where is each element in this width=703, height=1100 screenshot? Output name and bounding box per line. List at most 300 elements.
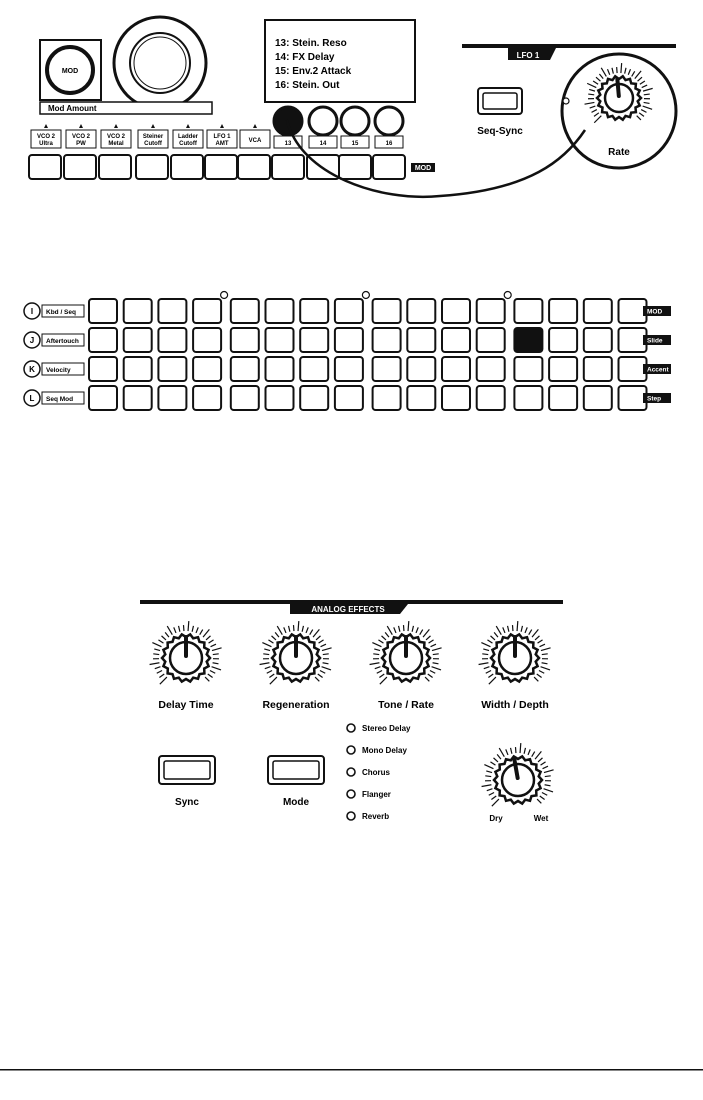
- seq-sync-button[interactable]: [478, 88, 522, 114]
- mode-led: [347, 768, 355, 776]
- sync-button[interactable]: [159, 756, 215, 784]
- fx-knob-2-tick: [394, 627, 396, 633]
- dry-wet-knob-tick: [545, 776, 551, 777]
- step-button[interactable]: [407, 386, 435, 410]
- step-button[interactable]: [124, 328, 152, 352]
- fx-knob-0-tick: [167, 626, 172, 635]
- screen-line-4: 16: Stein. Out: [275, 80, 340, 91]
- fx-knob-3-tick: [540, 644, 545, 647]
- step-button[interactable]: [89, 357, 117, 381]
- step-button[interactable]: [477, 299, 505, 323]
- dry-wet-knob[interactable]: [482, 743, 554, 806]
- analog-effects-panel: [140, 600, 563, 823]
- fx-knob-2-tick: [379, 674, 384, 678]
- step-button[interactable]: [442, 357, 470, 381]
- fx-knob-3-tick: [479, 663, 489, 665]
- step-button[interactable]: [407, 299, 435, 323]
- row-letter: K: [29, 365, 35, 374]
- rate-link-dot: [563, 98, 569, 104]
- destination-button[interactable]: [64, 155, 96, 179]
- fx-knob-0-tick: [158, 640, 163, 643]
- fx-knob-3-tick: [484, 667, 490, 669]
- dry-wet-knob-tick: [532, 752, 535, 757]
- fx-knob-1-tick: [269, 674, 274, 678]
- slot-button-15[interactable]: [339, 155, 371, 179]
- step-button[interactable]: [549, 386, 577, 410]
- mode-label: Mode: [282, 797, 310, 808]
- dry-wet-knob-tick: [487, 789, 493, 791]
- step-button[interactable]: [158, 386, 186, 410]
- step-button[interactable]: [619, 357, 647, 381]
- fx-knob-1-tick: [321, 644, 326, 647]
- step-button[interactable]: [231, 299, 259, 323]
- mode-item-label: Chorus: [362, 768, 390, 777]
- fx-knob-1-tick: [262, 643, 271, 647]
- fx-knob-2-tick: [428, 674, 433, 678]
- fx-knob-0-tick: [205, 677, 209, 681]
- dry-wet-knob-tick: [540, 796, 545, 800]
- dry-wet-knob-tick: [494, 758, 498, 762]
- fx-knob-0-tick: [162, 636, 166, 640]
- step-button[interactable]: [619, 328, 647, 352]
- seq-sync-label: Seq-Sync: [477, 126, 523, 137]
- destination-label-line2: Cutoff: [144, 141, 162, 147]
- mod-amount-wheel[interactable]: [114, 17, 206, 109]
- fx-knob-0-tick: [210, 671, 215, 674]
- step-button[interactable]: [124, 299, 152, 323]
- fx-knob-0-tick: [203, 629, 209, 637]
- fx-knob-1-tick: [268, 640, 273, 643]
- destination-arrow: [186, 124, 190, 128]
- dry-wet-knob-tick: [544, 770, 554, 773]
- fx-knob-3-tick: [521, 626, 522, 632]
- slot-knob-14[interactable]: [309, 107, 337, 135]
- mode-item-label: Reverb: [362, 812, 390, 821]
- fx-knob-1-tick: [289, 626, 290, 632]
- step-button[interactable]: [124, 357, 152, 381]
- effect-mode-list: [347, 724, 411, 821]
- mode-button[interactable]: [268, 756, 324, 784]
- dry-wet-knob-body: [482, 743, 554, 806]
- slot-button-13[interactable]: [272, 155, 304, 179]
- fx-knob-3-tick: [525, 627, 527, 633]
- step-button[interactable]: [124, 386, 152, 410]
- fx-knob-1-tick: [318, 674, 323, 678]
- dry-wet-knob-tick: [537, 799, 541, 803]
- fx-knob-2-tick: [429, 640, 434, 643]
- fx-knob-1-tick: [313, 629, 319, 637]
- fx-knob-1-tick: [272, 636, 276, 640]
- fx-knob-2-tick: [433, 654, 439, 655]
- fx-knob-3-tick: [542, 654, 548, 655]
- step-button[interactable]: [89, 328, 117, 352]
- fx-knob-label: Regeneration: [262, 699, 330, 711]
- step-button[interactable]: [373, 357, 401, 381]
- destination-arrow: [79, 124, 83, 128]
- lfo-title-bar: [462, 44, 676, 48]
- slot-knob-15[interactable]: [341, 107, 369, 135]
- fx-knob-2-tick: [423, 629, 429, 637]
- fx-knob-1-tick: [277, 626, 282, 635]
- row-label: Aftertouch: [46, 338, 79, 345]
- dry-wet-knob-tick: [541, 762, 546, 765]
- fx-knob-1-tick: [319, 640, 324, 643]
- step-button[interactable]: [514, 328, 542, 352]
- dry-wet-knob-tick: [538, 758, 542, 762]
- fx-knob-3-tick: [542, 663, 548, 664]
- mod-panel: [29, 17, 435, 179]
- row-label: Kbd / Seq: [46, 309, 76, 316]
- fx-knob-3-tick: [486, 671, 491, 674]
- step-button[interactable]: [514, 386, 542, 410]
- rate-knob-pointer: [617, 79, 618, 96]
- step-button[interactable]: [373, 386, 401, 410]
- fx-knob-2-tick: [387, 626, 392, 635]
- dry-label: Dry: [489, 814, 503, 823]
- destination-label-line1: VCO 2: [71, 134, 91, 140]
- fx-knob-3-tick: [494, 632, 498, 637]
- fx-knob-label: Width / Depth: [481, 699, 549, 711]
- step-button[interactable]: [442, 386, 470, 410]
- fx-knob-1-tick: [265, 667, 271, 669]
- fx-knob-3-body: [479, 621, 551, 684]
- effects-title: ANALOG EFFECTS: [311, 605, 385, 614]
- fx-knob-label: Delay Time: [158, 699, 214, 711]
- destination-button[interactable]: [205, 155, 237, 179]
- row-letter: L: [29, 394, 35, 403]
- destination-label-line1: VCA: [248, 138, 262, 144]
- fx-knob-0-tick: [212, 648, 222, 651]
- row-tag: Accent: [647, 366, 669, 374]
- fx-knob-2-tick: [370, 663, 380, 665]
- wet-label: Wet: [533, 814, 549, 823]
- mode-item-label: Stereo Delay: [362, 724, 411, 733]
- effects-knobs: [150, 621, 551, 711]
- step-button[interactable]: [373, 299, 401, 323]
- dry-wet-knob-tick: [482, 785, 492, 787]
- destination-arrow: [220, 124, 224, 128]
- fx-knob-2-tick: [378, 640, 383, 643]
- step-button[interactable]: [407, 357, 435, 381]
- fx-knob-1-tick: [302, 626, 303, 632]
- step-button[interactable]: [584, 357, 612, 381]
- row-label: Velocity: [46, 367, 71, 374]
- fx-knob-0-tick: [192, 626, 193, 632]
- row-tag: Step: [647, 395, 662, 403]
- step-button[interactable]: [477, 328, 505, 352]
- step-button[interactable]: [549, 299, 577, 323]
- step-button[interactable]: [193, 299, 221, 323]
- dry-wet-knob-tick: [490, 762, 495, 765]
- step-button[interactable]: [619, 299, 647, 323]
- row-letter: J: [29, 336, 35, 345]
- step-button[interactable]: [158, 357, 186, 381]
- step-button[interactable]: [266, 357, 294, 381]
- fx-knob-2-tick: [373, 654, 379, 655]
- fx-knob-1-tick: [316, 636, 320, 640]
- slot-group: [272, 107, 405, 179]
- mode-led: [347, 746, 355, 754]
- destination-button[interactable]: [136, 155, 168, 179]
- fx-knob-2-tick: [431, 644, 436, 647]
- step-button[interactable]: [266, 299, 294, 323]
- fx-knob-2-tick: [426, 636, 430, 640]
- step-button[interactable]: [442, 299, 470, 323]
- fx-knob-1-tick: [270, 677, 277, 684]
- fx-knob-1-tick: [323, 654, 329, 655]
- fx-knob-2-tick: [432, 667, 441, 670]
- fx-knob-2-tick: [432, 648, 442, 651]
- step-button[interactable]: [300, 299, 328, 323]
- step-button[interactable]: [514, 299, 542, 323]
- slot-button-16[interactable]: [373, 155, 405, 179]
- mode-led: [347, 724, 355, 732]
- sync-label: Sync: [175, 797, 199, 808]
- fx-knob-3-tick: [537, 674, 542, 678]
- fx-knob-1-tick: [306, 627, 308, 633]
- dry-wet-knob-tick: [535, 751, 541, 759]
- destination-label-line1: VCO 2: [106, 134, 126, 140]
- fx-knob-3-tick: [541, 648, 551, 651]
- fx-knob-1-tick: [322, 667, 331, 670]
- effects-title-bar: [140, 600, 563, 604]
- step-button[interactable]: [335, 386, 363, 410]
- fx-knob-0-tick: [213, 663, 219, 664]
- fx-knob-0-tick: [152, 643, 161, 647]
- dry-wet-knob-tick: [497, 754, 501, 759]
- step-button[interactable]: [549, 357, 577, 381]
- fx-knob-2-tick: [374, 649, 380, 651]
- fx-knob-0-tick: [160, 677, 167, 684]
- mode-led: [347, 812, 355, 820]
- fx-knob-label: Tone / Rate: [378, 699, 434, 711]
- step-button[interactable]: [158, 299, 186, 323]
- dry-wet-knob-tick: [544, 789, 553, 792]
- mode-item-label: Mono Delay: [362, 746, 407, 755]
- sequencer-grid: [24, 292, 671, 411]
- screen-line-1: 13: Stein. Reso: [275, 38, 347, 49]
- fx-knob-3-tick: [488, 674, 493, 678]
- fx-knob-3-tick: [496, 626, 501, 635]
- fx-knob-0-tick: [200, 630, 203, 635]
- fx-knob-0-tick: [165, 632, 169, 637]
- step-button[interactable]: [300, 357, 328, 381]
- destination-label-line1: VCO 2: [36, 134, 56, 140]
- fx-knob-0-tick: [212, 667, 221, 670]
- fx-knob-3-tick: [529, 630, 532, 635]
- destination-label-line2: PW: [76, 141, 86, 147]
- step-button[interactable]: [619, 386, 647, 410]
- step-button[interactable]: [89, 299, 117, 323]
- step-button[interactable]: [300, 328, 328, 352]
- dry-wet-knob-tick: [486, 771, 492, 773]
- step-button[interactable]: [477, 357, 505, 381]
- fx-knob-3-tick: [538, 640, 543, 643]
- fx-knob-2-tick: [372, 643, 381, 647]
- footer-rule: [0, 1069, 703, 1071]
- step-button[interactable]: [193, 357, 221, 381]
- rate-knob-tick: [644, 94, 650, 95]
- step-button[interactable]: [442, 328, 470, 352]
- fx-knob-3-tick: [517, 621, 518, 631]
- dry-wet-knob-tick: [528, 749, 530, 755]
- slot-number-label: 16: [385, 141, 393, 147]
- dry-wet-knob-tick: [524, 748, 525, 754]
- destination-label-line1: Ladder: [177, 134, 199, 140]
- fx-knob-1-tick: [284, 627, 286, 633]
- fx-knob-1-tick: [310, 630, 313, 635]
- fx-knob-1-tick: [263, 654, 269, 655]
- fx-knob-3-tick: [541, 667, 550, 670]
- fx-knob-3-tick: [539, 671, 544, 674]
- mod-amount-label: Mod Amount: [48, 104, 97, 113]
- step-button[interactable]: [584, 386, 612, 410]
- step-button[interactable]: [231, 328, 259, 352]
- step-button[interactable]: [407, 328, 435, 352]
- fx-knob-2-tick: [425, 677, 429, 681]
- step-button[interactable]: [193, 328, 221, 352]
- fx-knob-0-tick: [188, 621, 189, 631]
- destination-arrow: [44, 124, 48, 128]
- rate-label: Rate: [608, 147, 630, 158]
- step-button[interactable]: [584, 299, 612, 323]
- dry-wet-knob-tick: [506, 749, 508, 755]
- step-button[interactable]: [514, 357, 542, 381]
- fx-knob-2-tick: [377, 671, 382, 674]
- step-button[interactable]: [231, 357, 259, 381]
- fx-knob-0-tick: [208, 674, 213, 678]
- destination-group: [29, 124, 270, 179]
- fx-knob-3-tick: [482, 654, 488, 655]
- fx-knob-3-tick: [483, 649, 489, 651]
- fx-knob-1-tick: [320, 671, 325, 674]
- fx-knob-0-tick: [211, 644, 216, 647]
- fx-knob-3-tick: [489, 677, 496, 684]
- slot-number-label: 15: [351, 141, 359, 147]
- fx-knob-2-tick: [433, 663, 439, 664]
- dry-wet-knob-tick: [491, 796, 496, 800]
- fx-knob-3-tick: [535, 636, 539, 640]
- step-button[interactable]: [549, 328, 577, 352]
- dry-wet-knob-tick: [545, 785, 551, 786]
- destination-button[interactable]: [171, 155, 203, 179]
- rate-knob-tick: [588, 94, 594, 95]
- dry-wet-knob-tick: [499, 748, 504, 757]
- destination-label-line1: LFO 1: [213, 134, 231, 140]
- row-letter: I: [30, 307, 34, 316]
- fx-knob-2-tick: [380, 677, 387, 684]
- step-button[interactable]: [584, 328, 612, 352]
- destination-label-line2: Metal: [108, 141, 124, 147]
- fx-knob-1-tick: [323, 663, 329, 664]
- fx-knob-0-tick: [159, 674, 164, 678]
- dry-wet-knob-tick: [511, 748, 512, 754]
- rate-knob-tick: [621, 63, 622, 73]
- fx-knob-0-tick: [209, 640, 214, 643]
- dry-wet-knob-tick: [492, 799, 499, 806]
- fx-knob-0-tick: [150, 663, 160, 665]
- fx-knob-0-tick: [157, 671, 162, 674]
- fx-knob-1-tick: [264, 649, 270, 651]
- dry-wet-knob-tick: [543, 766, 548, 769]
- dry-wet-knob-tick: [484, 765, 493, 769]
- fx-knob-2-body: [370, 621, 442, 684]
- mode-led: [347, 790, 355, 798]
- group-marker-dot: [362, 292, 369, 299]
- fx-knob-1-tick: [298, 621, 299, 631]
- destination-arrow: [253, 124, 257, 128]
- fx-knob-3-tick: [491, 636, 495, 640]
- fx-knob-3-tick: [534, 677, 538, 681]
- step-button[interactable]: [373, 328, 401, 352]
- destination-button[interactable]: [29, 155, 61, 179]
- fx-knob-1-body: [260, 621, 332, 684]
- destination-button[interactable]: [99, 155, 131, 179]
- fx-knob-3-tick: [503, 627, 505, 633]
- step-button[interactable]: [477, 386, 505, 410]
- step-button[interactable]: [266, 386, 294, 410]
- slot-number-label: 14: [319, 141, 327, 147]
- fx-knob-3-tick: [487, 640, 492, 643]
- fx-knob-2-tick: [430, 671, 435, 674]
- fx-knob-3-tick: [532, 629, 538, 637]
- row-tag: MOD: [647, 308, 663, 316]
- fx-knob-1-tick: [260, 663, 270, 665]
- fx-knob-1-tick: [275, 632, 279, 637]
- fx-knob-2-tick: [375, 667, 381, 669]
- step-button[interactable]: [335, 328, 363, 352]
- fx-knob-1-tick: [267, 671, 272, 674]
- step-button[interactable]: [335, 299, 363, 323]
- group-marker-dot: [504, 292, 511, 299]
- step-button[interactable]: [266, 328, 294, 352]
- fx-knob-0-tick: [174, 627, 176, 633]
- step-button[interactable]: [231, 386, 259, 410]
- fx-knob-2-tick: [416, 627, 418, 633]
- step-button[interactable]: [89, 386, 117, 410]
- dry-wet-knob-tick: [485, 776, 491, 777]
- lfo-title: LFO 1: [516, 51, 540, 60]
- destination-label-line2: AMT: [215, 141, 229, 147]
- step-button[interactable]: [300, 386, 328, 410]
- destination-arrow: [151, 124, 155, 128]
- step-button[interactable]: [335, 357, 363, 381]
- row-tag: Slide: [647, 337, 663, 345]
- step-button[interactable]: [158, 328, 186, 352]
- dry-wet-knob-tick: [489, 793, 494, 796]
- slot-knob-16[interactable]: [375, 107, 403, 135]
- fx-knob-0-body: [150, 621, 222, 684]
- fx-knob-2-tick: [399, 626, 400, 632]
- mode-item-label: Flanger: [362, 790, 391, 799]
- destination-label-line1: Steiner: [142, 134, 164, 140]
- row-label: Seq Mod: [46, 396, 74, 403]
- fx-knob-0-tick: [155, 667, 161, 669]
- screen-line-3: 15: Env.2 Attack: [275, 66, 352, 77]
- destination-button[interactable]: [238, 155, 270, 179]
- fx-knob-2-tick: [420, 630, 423, 635]
- fx-knob-0-tick: [196, 627, 198, 633]
- fx-knob-0-tick: [179, 626, 180, 632]
- fx-knob-3-tick: [508, 626, 509, 632]
- step-button[interactable]: [193, 386, 221, 410]
- fx-knob-0-tick: [213, 654, 219, 655]
- destination-arrow: [114, 124, 118, 128]
- fx-knob-0-tick: [153, 654, 159, 655]
- mod-tag-label: MOD: [414, 165, 432, 172]
- fx-knob-2-tick: [385, 632, 389, 637]
- mod-button-label: MOD: [61, 68, 79, 75]
